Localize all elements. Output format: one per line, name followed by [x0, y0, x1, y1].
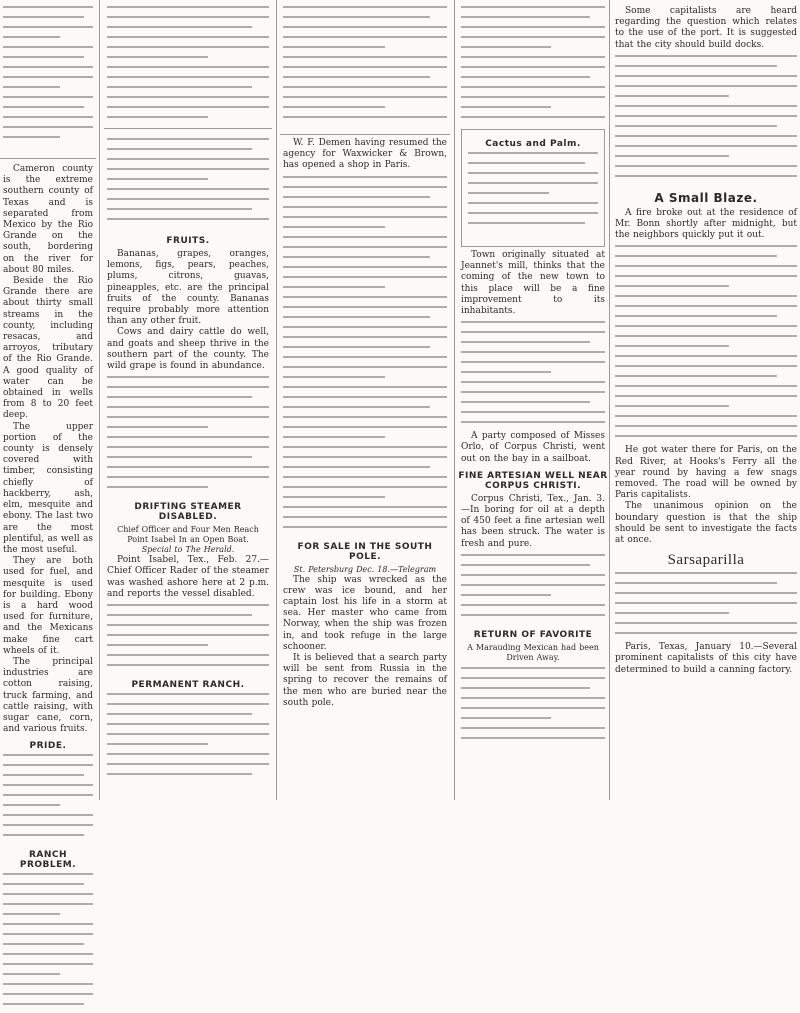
divider — [104, 128, 272, 129]
column-e — [612, 0, 800, 800]
article-paragraph: Bananas, grapes, oranges, lemons, figs, pears, peaches, plums, citrons, guavas, pineapples, etc. are the principal fruits of the county. Bananas require probably more attention than any other fruit. — [107, 249, 269, 327]
greek-text — [458, 554, 608, 624]
column-rule — [454, 0, 455, 800]
article-paragraph: Cameron county is the extreme southern county of Texas and is separated from Mexico by the Rio Grande on the south, bordering on the river for about 80 miles. — [3, 164, 93, 275]
article-paragraph: He got water there for Paris, on the Red River, at Hooks's Ferry all the year round by having a few snags removed. The road will be owned by Paris capitalists. — [615, 445, 797, 501]
article-paragraph: It is believed that a search party will be sent from Russia in the spring to recover the remains of the men who are buried near the south pole. — [283, 653, 447, 708]
notice-box — [461, 129, 605, 247]
dateline: Special to The Herald. — [141, 545, 235, 555]
greek-text — [458, 667, 608, 747]
section-heading: FRUITS. — [166, 236, 210, 246]
greek-text — [280, 176, 450, 336]
article-paragraph: They are both used for fuel, and mesquite is used for building. Ebony is a hard wood used for furniture, and the Mexicans make fine cart wheels of it. — [3, 556, 93, 656]
headline: DRIFTING STEAMER DISABLED. — [134, 502, 242, 523]
greek-text — [280, 336, 450, 536]
column-d — [458, 0, 608, 800]
article-paragraph: W. F. Demen having resumed the agency for Waxwicker & Brown, has opened a shop in Paris. — [283, 138, 447, 171]
headline: FOR SALE IN THE SOUTH POLE. — [297, 541, 433, 562]
column-a — [0, 0, 96, 871]
subheadline: A Marauding Mexican had been Driven Away. — [467, 642, 599, 662]
greek-text — [0, 754, 96, 844]
greek-text — [104, 693, 272, 783]
section-heading: PRIDE. — [29, 741, 67, 752]
article-paragraph: The principal industries are cotton raising, truck farming, and cattle raising, with sugar cane, corn, and various fruits. — [3, 656, 93, 735]
section-heading: RANCH PROBLEM. — [19, 850, 77, 871]
subheadline: Chief Officer and Four Men Reach Point Isabel In an Open Boat. — [117, 525, 259, 545]
divider — [0, 158, 96, 159]
article-paragraph: Point Isabel, Tex., Feb. 27.—Chief Officer Rader of the steamer was washed ashore here at 2 p.m. and reports the vessel disabled. — [107, 555, 269, 599]
headline: A Small Blaze. — [654, 190, 758, 205]
article-paragraph: Cows and dairy cattle do well, and goats and sheep thrive in the southern part of the county. The wild grape is found in abundance. — [107, 327, 269, 372]
greek-text — [104, 6, 272, 124]
column-b — [104, 0, 272, 800]
column-rule — [276, 0, 277, 800]
column-rule — [99, 0, 100, 800]
article-paragraph: The ship was wrecked as the crew was ice bound, and her captain lost his life in a storm at sea. Her master who came from Norway, when the ship was frozen in, and took refuge in the large schooner. — [283, 574, 447, 652]
greek-text — [458, 6, 608, 126]
headline: FINE ARTESIAN WELL NEAR CORPUS CHRISTI. — [458, 470, 608, 491]
article-paragraph: A fire broke out at the residence of Mr. Bonn shortly after midnight, but the neighbors quickly put it out. — [615, 207, 797, 241]
greek-text — [612, 245, 800, 445]
greek-text — [104, 604, 272, 674]
article-paragraph: Town originally situated at Jeannet's mill, thinks that the coming of the new town to this place will be a fine improvement to its inhabitants. — [461, 250, 605, 317]
article-paragraph: A party composed of Misses Orlo, of Corpus Christi, went out on the bay in a sailboat. — [461, 431, 605, 464]
article-paragraph: The upper portion of the county is densely covered with timber, consisting chiefly of hackberry, ash, elm, mesquite and ebony. The last two are the most plentiful, as well as the most useful. — [3, 421, 93, 555]
article-paragraph: Paris, Texas, January 10.—Several prominent capitalists of this city have determined to build a canning factory. — [615, 642, 797, 675]
article-paragraph: Corpus Christi, Tex., Jan. 3.—In boring for oil at a depth of 450 feet a fine artesian well has been struck. The water is fresh and pure. — [461, 493, 605, 549]
greek-text — [458, 321, 608, 431]
column-c — [280, 0, 450, 800]
divider — [280, 134, 450, 135]
greek-text — [104, 138, 272, 230]
dateline: St. Petersburg Dec. 18.—Telegram — [293, 564, 437, 574]
headline: Sarsaparilla — [667, 552, 745, 569]
article-paragraph: Some capitalists are heard regarding the question which relates to the use of the port. It is suggested that the city should build docks. — [615, 6, 797, 50]
headline: RETURN OF FAVORITE — [473, 629, 593, 640]
greek-text — [465, 152, 601, 232]
greek-text — [0, 873, 96, 1013]
column-rule — [609, 0, 610, 800]
article-paragraph: The unanimous opinion on the boundary question is that the ship should be sent to investigate the facts at once. — [615, 501, 797, 546]
greek-text — [104, 376, 272, 496]
section-heading: PERMANENT RANCH. — [131, 680, 245, 691]
greek-text — [612, 572, 800, 642]
article-paragraph: Beside the Rio Grande there are about thirty small streams in the county, including resacas, and arroyos, tributary of the Rio Grande. A good quality of water can be obtained in wells from 8 to 20 feet deep. — [3, 276, 93, 421]
greek-text — [280, 6, 450, 126]
notice-title: Cactus and Palm. — [485, 139, 581, 149]
rotated-text-block — [0, 6, 96, 156]
greek-text — [612, 55, 800, 185]
